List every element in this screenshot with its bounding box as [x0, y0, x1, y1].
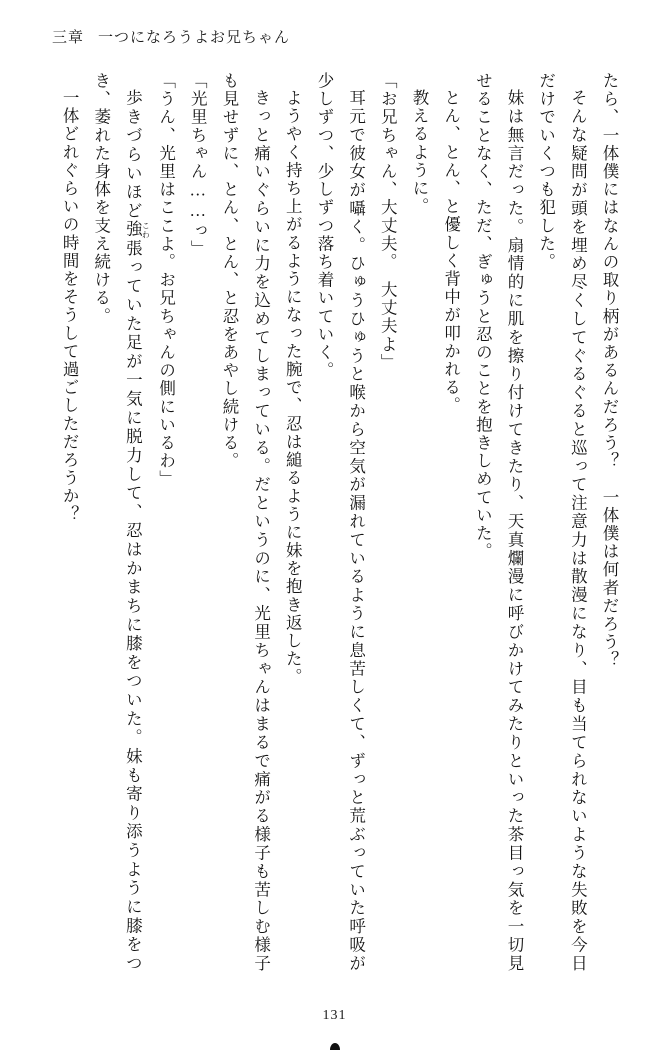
gutter-mark	[330, 1043, 340, 1050]
paragraph: 歩きづらいほど強 こわ張っていた足が一気に脱力して、忍はかまちに膝をついた。妹も寄り添うように膝をつき、萎れた身体を支え続ける。	[91, 72, 151, 972]
paragraph: 妹は無言だった。扇情的に肌を擦り付けてきたり、天真爛漫に呼びかけてみたりといった茶目っ気を一切見せることなく、ただ、ぎゅうと忍のことを抱きしめていた。	[473, 72, 524, 972]
chapter-number: 三章	[52, 30, 85, 46]
paragraph-dialogue: 「光里ちゃん……っ」	[188, 72, 208, 258]
chapter-header	[52, 26, 290, 47]
novel-body-text	[44, 72, 625, 972]
paragraph: たら、一体僕にはなんの取り柄があるんだろう？ 一体僕は何者だろう？	[600, 72, 619, 670]
paragraph-dialogue: 「うん、光里はここよ。お兄ちゃんの側にいるわ」	[156, 72, 176, 489]
paragraph: 教えるように。	[409, 88, 429, 216]
paragraph: 耳元で彼女が囁く。ひゅうひゅうと喉から空気が漏れているように息苦しくて、ずっと荒ぶっていた呼吸が少しずつ、少しずつ落ち着いていく。	[314, 72, 366, 972]
paragraph-dialogue: 「お兄ちゃん、大丈夫。 大丈夫よ」	[378, 72, 398, 372]
paragraph: 一体どれぐらいの時間をそうして過ごしただろうか？	[60, 88, 80, 523]
paragraph: とん、とん、と優しく背中が叩かれる。	[441, 88, 461, 415]
chapter-title: 一つになろうよお兄ちゃん	[98, 30, 291, 46]
paragraph: きっと痛いぐらいに力を込めてしまっている。だというのに、光里ちゃんはまるで痛がる様子も苦しむ様子も見せずに、とん、とん、と忍をあやし続ける。	[219, 72, 271, 972]
page-number: 131	[322, 1008, 347, 1023]
paragraph: ようやく持ち上がるようになった腕で、忍は縋るように妹を抱き返した。	[283, 88, 303, 686]
paragraph: そんな疑問が頭を埋め尽くしてぐるぐると巡って注意力は散漫になり、目も当てられないような失敗を今日だけでいくつも犯した。	[536, 72, 588, 972]
